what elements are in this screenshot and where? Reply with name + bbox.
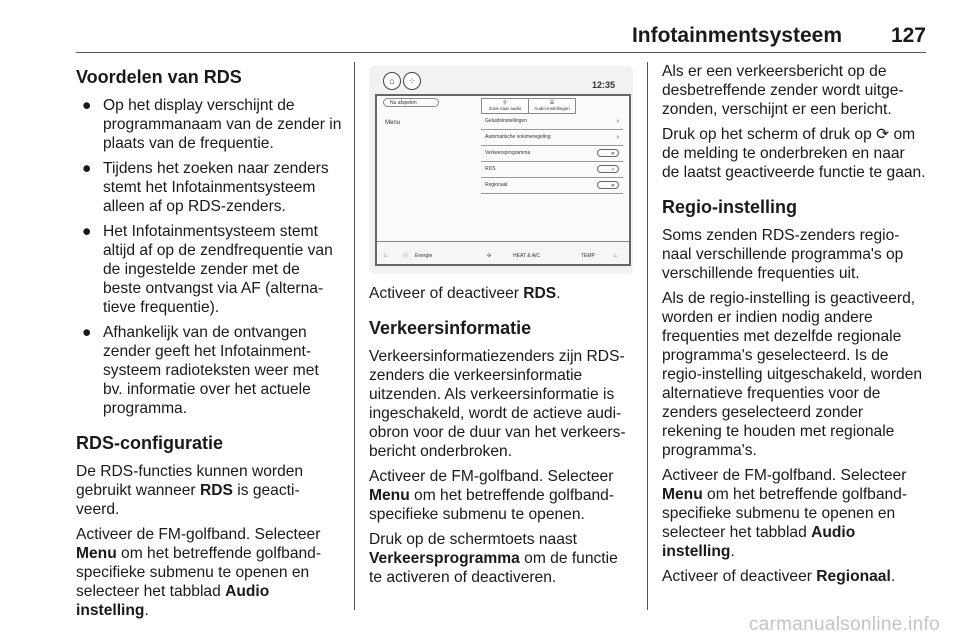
fan-icon: ✣	[487, 253, 492, 259]
energy-icon: ⓘ	[403, 253, 409, 259]
list-item: Geluidsinstellingen ›	[481, 114, 623, 130]
settings-list	[481, 114, 623, 194]
list-item: Regionaal ✕	[481, 178, 623, 194]
paragraph: Activeer of deactiveer Regionaal.	[662, 568, 896, 585]
column-3	[662, 62, 926, 592]
list-item: ● Afhankelijk van de ontvangen zender geeft het Infotainment-systeem radioteksten weer met bv. informatie over het actuele programma.	[82, 324, 319, 417]
paragraph: Als er een verkeersbericht op de desbetreffende zender wordt uitge-zonden, verschijnt er een bericht.	[662, 63, 904, 118]
advantages-list	[76, 96, 342, 418]
home-icon: ⌂	[383, 72, 401, 90]
paragraph: Druk op het scherm of druk op ⟳ om de melding te onderbreken en naar de laatst geactiveerde functie te gaan.	[662, 126, 926, 181]
settings-icon: ☰	[549, 100, 555, 106]
screen-tabs	[481, 98, 623, 112]
page-header	[76, 22, 926, 53]
heading-traffic-info: Verkeersinformatie	[369, 318, 532, 338]
infotainment-screen-figure	[369, 66, 633, 274]
chevron-right-icon: ›	[616, 134, 619, 141]
bullet-icon: ●	[82, 324, 92, 341]
toggle-off-icon: ✕	[597, 149, 619, 157]
screen-display	[375, 76, 631, 266]
paragraph: Druk op de schermtoets naast Verkeersprogramma om de functie te activeren of deactiveren.	[369, 531, 618, 586]
heat-ac-label: HEAT & A/C	[513, 253, 541, 259]
paragraph: Activeer de FM-golfband. Selecteer Menu om het betreffende golfband-specifieke submenu te openen.	[369, 468, 615, 523]
seat-heat-icon: ♨	[383, 253, 388, 259]
list-item: ● Het Infotainmentsysteem stemt altijd af op de zendfrequentie van de ingestelde zender met de beste ontvangst via AF (alterna-tieve frequentie).	[82, 223, 333, 316]
column-divider	[647, 62, 648, 610]
toggle-off-icon: ✕	[597, 181, 619, 189]
heading-rds-config: RDS-configuratie	[76, 433, 224, 453]
header-title: Infotainmentsysteem	[631, 24, 842, 47]
bullet-icon: ●	[82, 97, 92, 114]
search-icon: ⚲	[503, 100, 507, 106]
paragraph: Als de regio-instelling is geactiveerd, worden er indien nodig andere frequenties met dezelfde regionale programma's geselecteerd. Is de regio-instelling uitgeschakeld, worden alternatieve frequenties voor de zenders geselecteerd zonder rekening te houden met regionale programma's.	[662, 290, 923, 459]
list-item: ● Tijdens het zoeken naar zenders stemt het Infotainmentsysteem alleen af op RDS-zenders.	[82, 160, 329, 215]
page-number: 127	[890, 24, 926, 47]
bullet-icon: ●	[82, 160, 92, 177]
list-item: Automatische volumeregeling ›	[481, 130, 623, 146]
menu-label: Menu	[385, 120, 401, 126]
tab-audio-settings: ☰ Audio-instellingen	[528, 98, 576, 114]
column-divider	[354, 62, 355, 610]
temp-label: TEMP	[581, 253, 595, 259]
list-item: ● Op het display verschijnt de programmanaam van de zender in plaats van de frequentie.	[82, 97, 342, 152]
screen-top-bar	[383, 70, 623, 92]
column-1	[76, 62, 342, 626]
apps-grid-icon: ⁘	[403, 72, 421, 90]
energy-label: Energie	[415, 253, 433, 259]
watermark: carmanualsonline.info	[748, 614, 940, 635]
paragraph: Verkeersinformatiezenders zijn RDS-zenders die verkeersinformatie uitzenden. Als verkeersinformatie is ingeschakeld, wordt de actieve audi-obron voor de duur van het verkeers-bericht onderbroken.	[369, 348, 626, 460]
paragraph: Soms zenden RDS-zenders regio-naal verschillende programma's op verschillende frequenties uit.	[662, 227, 904, 282]
paragraph: Activeer de FM-golfband. Selecteer Menu om het betreffende golfband-specifieke submenu te openen en selecteer het tabblad Audio instelling.	[662, 467, 908, 560]
chevron-right-icon: ›	[616, 118, 619, 125]
toggle-on-icon: ✓	[597, 165, 619, 173]
seat-heat-icon: ♨	[613, 253, 618, 259]
paragraph: Activeer of deactiveer RDS.	[369, 285, 561, 302]
paragraph: De RDS-functies kunnen worden gebruikt wanneer RDS is geacti-veerd.	[76, 463, 304, 518]
paragraph: Activeer de FM-golfband. Selecteer Menu om het betreffende golfband-specifieke submenu te openen en selecteer het tabblad Audio instelling.	[76, 526, 322, 619]
list-item: RDS ✓	[481, 162, 623, 178]
back-button: Nu afspelen	[383, 98, 439, 107]
screen-bottom-bar	[377, 241, 629, 264]
bullet-icon: ●	[82, 223, 92, 240]
heading-rds-advantages: Voordelen van RDS	[76, 67, 242, 87]
screen-clock: 12:35	[591, 80, 615, 90]
tab-search-audio: ⚲ Zoek naar audio	[481, 98, 529, 114]
list-item: Verkeersprogramma ✕	[481, 146, 623, 162]
column-2	[369, 62, 633, 593]
heading-region-setting: Regio-instelling	[662, 197, 797, 217]
